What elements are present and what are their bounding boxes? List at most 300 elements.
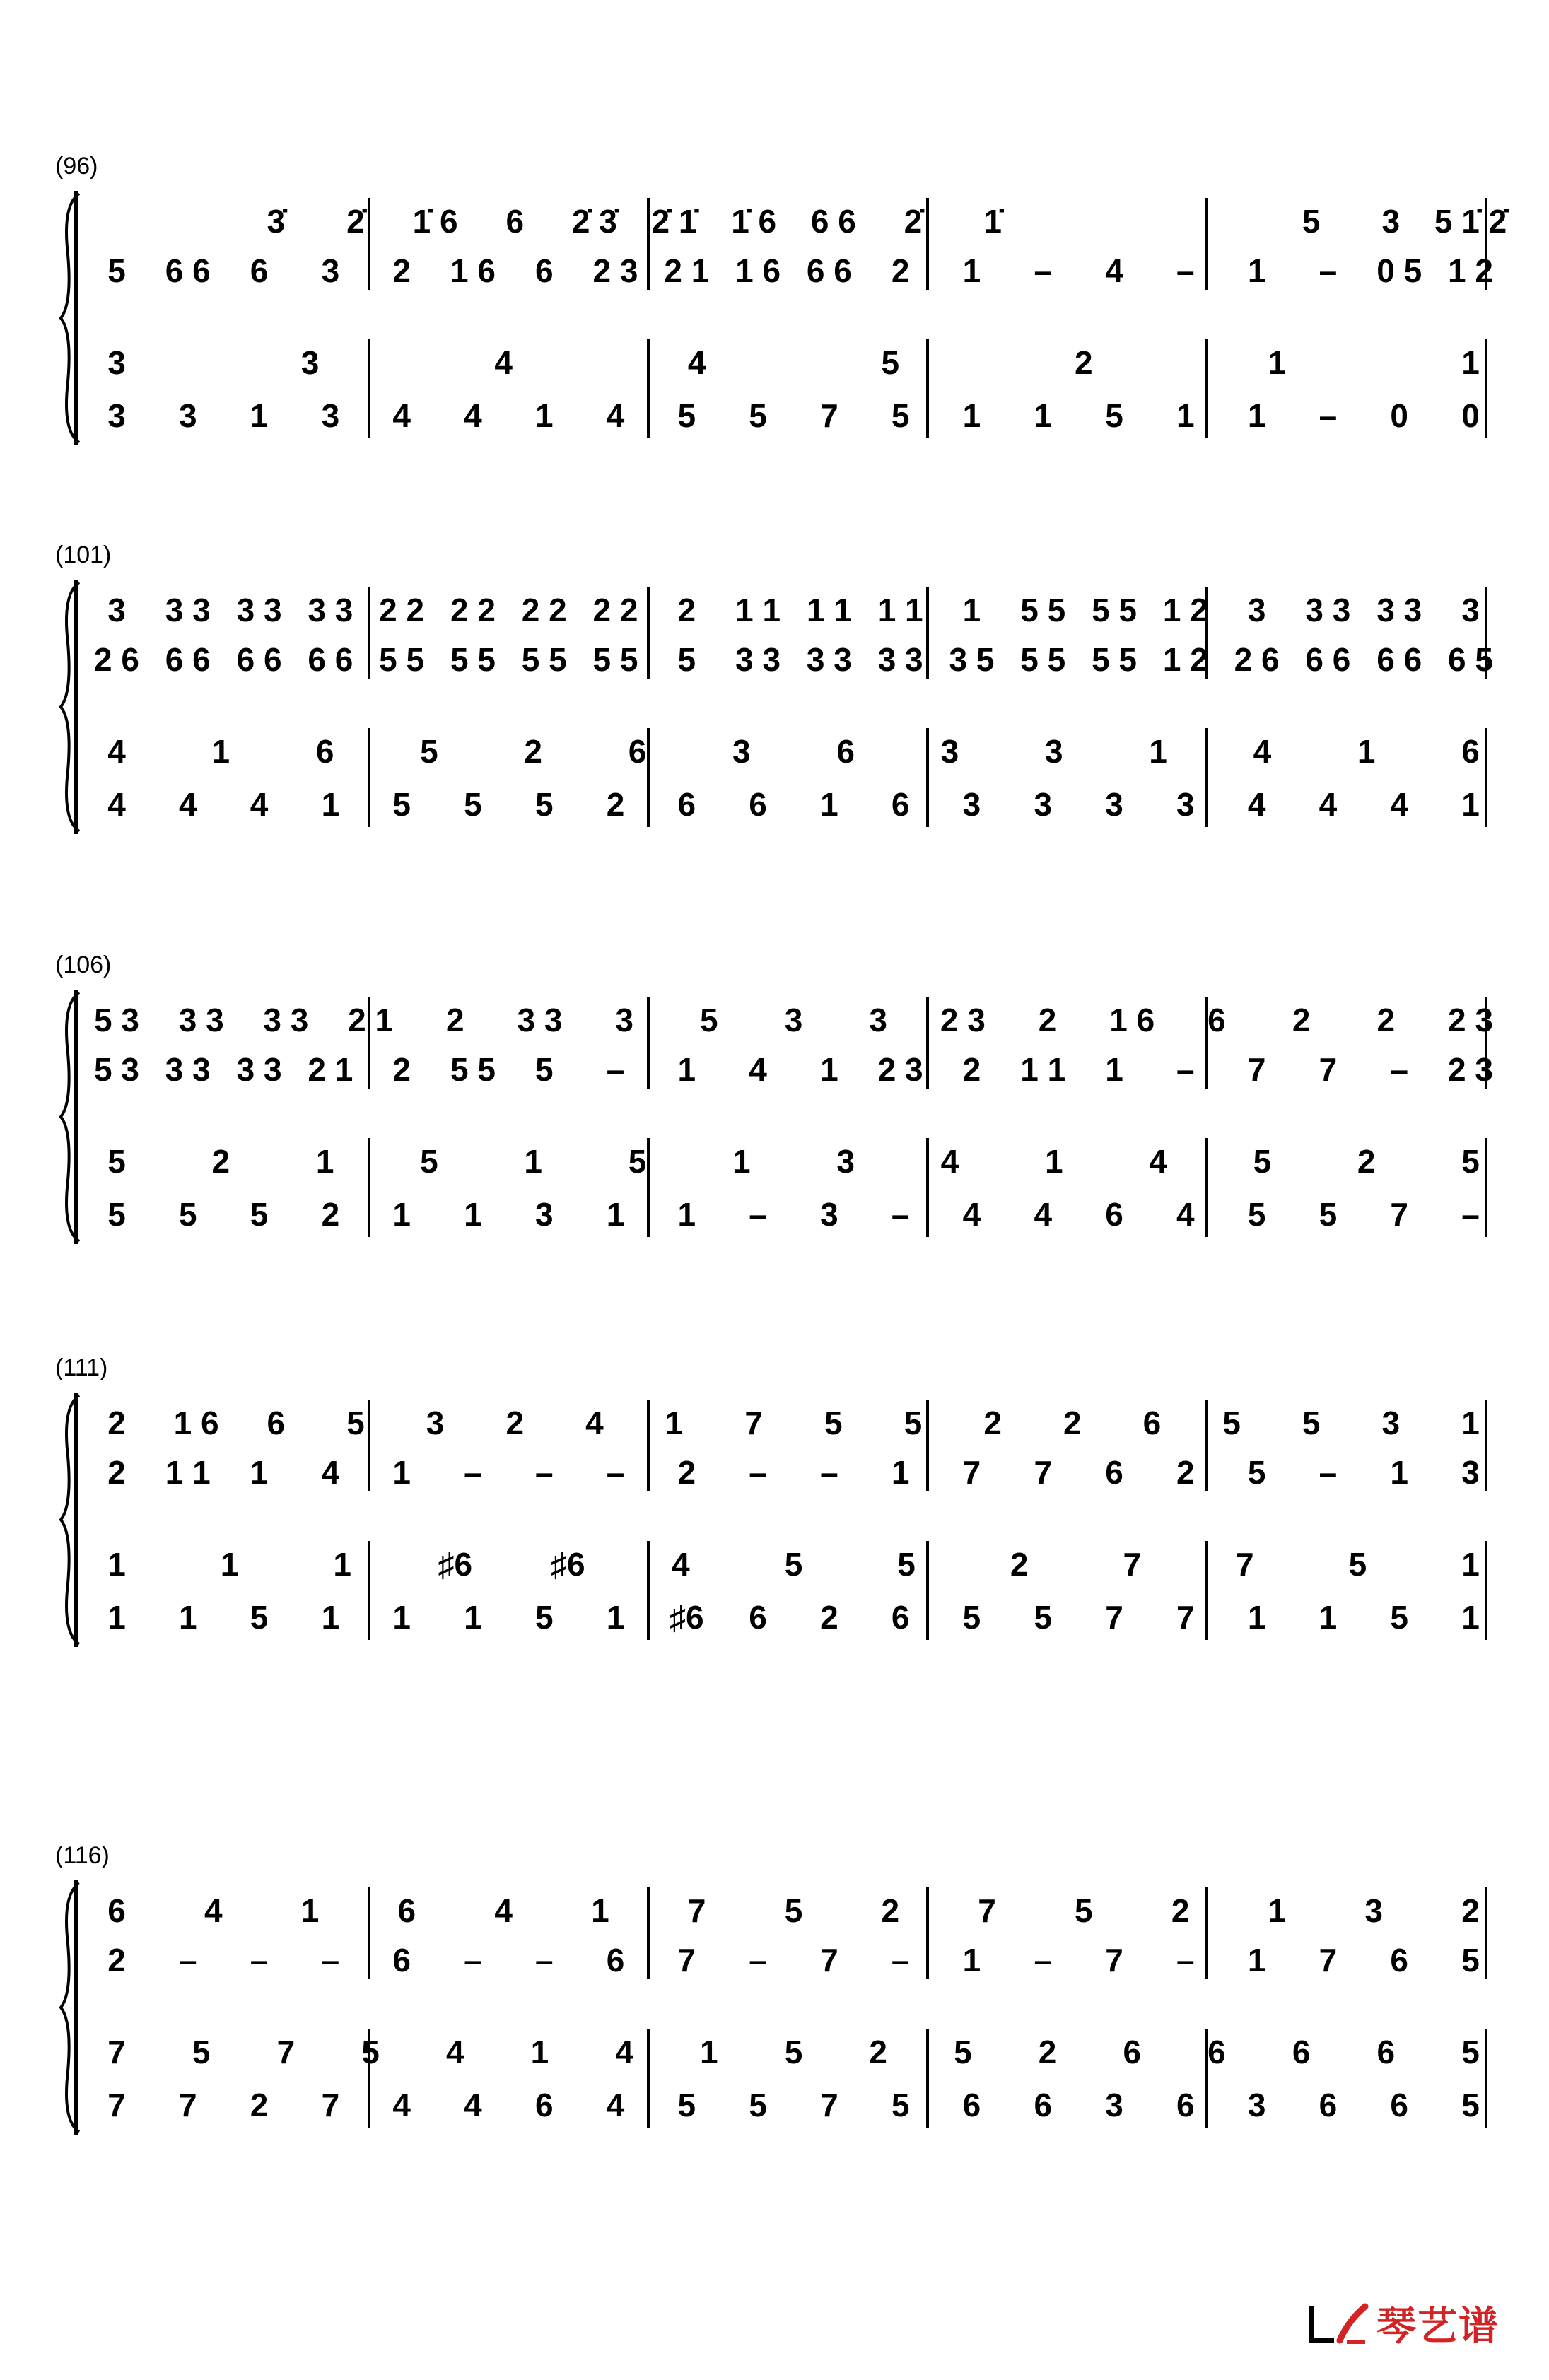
note: 6 bbox=[1390, 2087, 1408, 2123]
note: 7 bbox=[744, 1405, 763, 1441]
note: 4 bbox=[749, 1051, 767, 1088]
note: 5 bbox=[962, 1599, 981, 1636]
note: 6 bbox=[1390, 1942, 1408, 1979]
note: 0 5 bbox=[1376, 252, 1422, 289]
note: 7 bbox=[1390, 1196, 1408, 1233]
note: 2 bbox=[1038, 1002, 1057, 1038]
note: 1 bbox=[1461, 1599, 1480, 1636]
note: 5 bbox=[1302, 1405, 1321, 1441]
note: 6 bbox=[1034, 2087, 1053, 2123]
note: 7 bbox=[1034, 1454, 1053, 1491]
note: 3 bbox=[962, 786, 981, 823]
note: – bbox=[178, 1942, 197, 1979]
note: 2 6 bbox=[94, 641, 139, 678]
note: – bbox=[1461, 1196, 1480, 1233]
note: ♯6 bbox=[438, 1546, 473, 1583]
note: 1 bbox=[250, 397, 269, 434]
note: 1 bbox=[1149, 733, 1167, 770]
note: 4 bbox=[494, 1892, 513, 1929]
note: 4 bbox=[672, 1546, 690, 1583]
note: 3 3 bbox=[877, 641, 923, 678]
note: 3 bbox=[1044, 733, 1063, 770]
note: – bbox=[1319, 1454, 1338, 1491]
note: 1̇ bbox=[983, 203, 1002, 240]
note: 5 bbox=[361, 2034, 380, 2070]
note: 2 bbox=[1461, 1892, 1480, 1929]
lower-barline bbox=[368, 1138, 370, 1237]
upper-barline bbox=[1485, 1400, 1487, 1491]
note: 7 bbox=[820, 2087, 838, 2123]
upper-barline bbox=[1205, 1887, 1208, 1979]
note: – bbox=[464, 1454, 482, 1491]
note: 1 bbox=[250, 1454, 269, 1491]
note: 2 bbox=[392, 252, 411, 289]
note: 3 3 bbox=[517, 1002, 563, 1038]
note: 5 5 bbox=[1092, 641, 1138, 678]
note: 1 bbox=[464, 1196, 482, 1233]
note: 5 bbox=[1247, 1196, 1266, 1233]
lower-barline bbox=[1205, 339, 1208, 438]
note: 2 bbox=[211, 1143, 230, 1180]
note: 5 bbox=[891, 2087, 910, 2123]
note: 5 bbox=[749, 397, 767, 434]
brace-icon bbox=[58, 191, 86, 445]
note: 1 bbox=[1247, 1942, 1266, 1979]
upper-barline bbox=[368, 1400, 370, 1491]
note: 1 bbox=[962, 397, 981, 434]
note: 6 bbox=[749, 1599, 767, 1636]
note: – bbox=[1034, 252, 1053, 289]
note: 2 1 bbox=[664, 252, 710, 289]
note: 3 3 bbox=[735, 641, 781, 678]
upper-barline bbox=[647, 997, 650, 1089]
note: 7 bbox=[107, 2087, 126, 2123]
note: 3 bbox=[107, 592, 126, 628]
note: 3 bbox=[1247, 2087, 1266, 2123]
note: 2 bbox=[392, 1051, 411, 1088]
note: 4 bbox=[464, 2087, 482, 2123]
note: 1 bbox=[1105, 1051, 1123, 1088]
note: 4 bbox=[1390, 786, 1408, 823]
brace-icon bbox=[58, 580, 86, 834]
note: 5 bbox=[420, 1143, 438, 1180]
note: 6 bbox=[315, 733, 334, 770]
note: 5 5 bbox=[1020, 641, 1066, 678]
note: 6 bbox=[1208, 1002, 1226, 1038]
note: 5 1̇ 2̇ bbox=[1434, 203, 1507, 240]
note: 5 bbox=[107, 1143, 126, 1180]
note: 6 bbox=[250, 252, 269, 289]
note: 1̇ 6 bbox=[412, 203, 458, 240]
note: 5 5 bbox=[379, 641, 425, 678]
note: 1 bbox=[107, 1599, 126, 1636]
note: 6 bbox=[1292, 2034, 1311, 2070]
note: 1 bbox=[315, 1143, 334, 1180]
note: 6 bbox=[534, 2087, 554, 2123]
note: 6 bbox=[1105, 1196, 1123, 1233]
note: 4 bbox=[962, 1196, 981, 1233]
note: 3 bbox=[426, 1405, 445, 1441]
note: 7 bbox=[1123, 1546, 1142, 1583]
note: 1 bbox=[962, 1942, 981, 1979]
note: 6 6 bbox=[1376, 641, 1422, 678]
note: 1 bbox=[1390, 1454, 1408, 1491]
note: 1 1 bbox=[877, 592, 923, 628]
note: 2 bbox=[107, 1405, 126, 1441]
note: 3 bbox=[1176, 786, 1195, 823]
note: 0 bbox=[1390, 397, 1408, 434]
note: 2 bbox=[250, 2087, 269, 2123]
note: – bbox=[1319, 397, 1338, 434]
note: 3 3 bbox=[1376, 592, 1422, 628]
note: 1 bbox=[1044, 1143, 1063, 1180]
note: 3 bbox=[1381, 203, 1401, 240]
note: 5 bbox=[784, 1892, 803, 1929]
note: – bbox=[1176, 252, 1195, 289]
note: 3 bbox=[1247, 592, 1266, 628]
note: 3 3 bbox=[308, 592, 353, 628]
note: – bbox=[891, 1942, 910, 1979]
note: 5 bbox=[1461, 2034, 1480, 2070]
lower-barline bbox=[368, 728, 370, 827]
note: 1 bbox=[1176, 397, 1195, 434]
note: 3 bbox=[107, 397, 126, 434]
note: 5 bbox=[749, 2087, 767, 2123]
note: 1 bbox=[665, 1405, 684, 1441]
note: 6 bbox=[1461, 733, 1480, 770]
lower-barline bbox=[647, 2029, 650, 2128]
note: 3 bbox=[1461, 592, 1480, 628]
note: 5 bbox=[192, 2034, 211, 2070]
note: 2 bbox=[869, 2034, 887, 2070]
note: 1 2 bbox=[1162, 641, 1208, 678]
note: 5 bbox=[1253, 1143, 1272, 1180]
note: 2 bbox=[606, 786, 625, 823]
note: 2 bbox=[107, 1454, 126, 1491]
note: 5 bbox=[392, 786, 411, 823]
note: 1 bbox=[178, 1599, 197, 1636]
note: 3 bbox=[732, 733, 751, 770]
note: 6 bbox=[1142, 1405, 1162, 1441]
upper-barline bbox=[1205, 1400, 1208, 1491]
note: 1 1 bbox=[735, 592, 781, 628]
note: 5 bbox=[346, 1405, 365, 1441]
note: 3 bbox=[869, 1002, 887, 1038]
note: 1 bbox=[321, 786, 340, 823]
system-start-line bbox=[74, 1393, 78, 1647]
note: 3 bbox=[321, 397, 340, 434]
note: 6 6 bbox=[308, 641, 353, 678]
note: 4 bbox=[615, 2034, 633, 2070]
note: 3 bbox=[940, 733, 959, 770]
system-start-line bbox=[74, 580, 78, 834]
note: 4 bbox=[1105, 252, 1123, 289]
note: 1 bbox=[1268, 344, 1287, 381]
system-3 bbox=[0, 947, 1549, 1244]
note: – bbox=[1319, 252, 1338, 289]
note: 1 bbox=[1461, 344, 1480, 381]
note: 1 6 bbox=[1109, 1002, 1155, 1038]
note: 3 bbox=[836, 1143, 855, 1180]
note: 2 bbox=[1010, 1546, 1029, 1583]
note: 5 bbox=[677, 397, 696, 434]
note: 1 bbox=[700, 2034, 718, 2070]
note: 2 bbox=[677, 592, 696, 628]
note: 2 1 bbox=[308, 1051, 353, 1088]
note: 7 bbox=[687, 1892, 706, 1929]
note: 4 bbox=[1149, 1143, 1167, 1180]
note: 1 bbox=[321, 1599, 340, 1636]
note: 1 bbox=[107, 1546, 126, 1583]
note: 3̇ bbox=[267, 203, 286, 240]
note: – bbox=[606, 1454, 625, 1491]
note: 4 bbox=[321, 1454, 340, 1491]
upper-barline bbox=[647, 587, 650, 679]
note: 5 bbox=[107, 1196, 126, 1233]
note: 5 3 bbox=[94, 1002, 139, 1038]
note: 6 bbox=[397, 1892, 416, 1929]
note: 5 5 bbox=[1020, 592, 1066, 628]
note: 6 bbox=[891, 786, 910, 823]
note: 5 bbox=[534, 1599, 554, 1636]
note: 4 bbox=[687, 344, 706, 381]
note: 2 bbox=[962, 1051, 981, 1088]
note: 2 2 bbox=[379, 592, 425, 628]
upper-barline bbox=[368, 587, 370, 679]
note: 1 bbox=[333, 1546, 351, 1583]
note: 5 bbox=[881, 344, 900, 381]
note: 1 bbox=[392, 1599, 411, 1636]
note: 6 bbox=[505, 203, 525, 240]
lower-barline bbox=[1205, 1138, 1208, 1237]
note: 7 bbox=[677, 1942, 696, 1979]
note: 1 2 bbox=[1162, 592, 1208, 628]
note: 3 3 bbox=[165, 1051, 211, 1088]
lower-barline bbox=[368, 339, 370, 438]
note: 6 bbox=[1319, 2087, 1338, 2123]
note: 7 bbox=[1105, 1599, 1123, 1636]
note: 3 5 bbox=[949, 641, 995, 678]
note: – bbox=[534, 1454, 554, 1491]
upper-barline bbox=[368, 1887, 370, 1979]
lower-barline bbox=[926, 2029, 929, 2128]
note: 6 6 bbox=[236, 641, 282, 678]
note: 1 bbox=[464, 1599, 482, 1636]
note: 3 3 bbox=[236, 1051, 282, 1088]
note: 3 bbox=[1364, 1892, 1383, 1929]
note: 1 1 bbox=[1020, 1051, 1066, 1088]
note: 1 bbox=[1319, 1599, 1338, 1636]
note: 7 bbox=[1176, 1599, 1195, 1636]
note: 5 bbox=[250, 1196, 269, 1233]
note: 1 6 bbox=[735, 252, 781, 289]
note: 5 5 bbox=[450, 641, 496, 678]
note: 3 bbox=[321, 252, 340, 289]
note: 3 bbox=[784, 1002, 803, 1038]
note: – bbox=[891, 1196, 910, 1233]
upper-barline bbox=[368, 198, 370, 290]
note: – bbox=[1176, 1942, 1195, 1979]
note: 5 bbox=[1247, 1454, 1266, 1491]
lower-barline bbox=[926, 339, 929, 438]
note: 2 3 bbox=[592, 252, 638, 289]
note: 1 bbox=[962, 252, 981, 289]
note: 6 bbox=[1208, 2034, 1226, 2070]
note: 2 bbox=[1376, 1002, 1396, 1038]
note: 6 5 bbox=[1448, 641, 1493, 678]
note: 1 bbox=[211, 733, 230, 770]
note: 2 bbox=[881, 1892, 900, 1929]
note: – bbox=[749, 1454, 767, 1491]
brace-icon bbox=[58, 990, 86, 1244]
note: 5 bbox=[677, 641, 696, 678]
note: 4 bbox=[445, 2034, 464, 2070]
note: 5 bbox=[784, 1546, 803, 1583]
note: 1 1 bbox=[806, 592, 852, 628]
note: 3 3 bbox=[806, 641, 852, 678]
system-5 bbox=[0, 1838, 1549, 2135]
note: 5 bbox=[534, 1051, 554, 1088]
note: 6 bbox=[1176, 2087, 1195, 2123]
measure-number: (96) bbox=[55, 153, 98, 180]
upper-barline bbox=[926, 1887, 929, 1979]
note: 5 5 bbox=[592, 641, 638, 678]
note: 4 bbox=[107, 733, 126, 770]
note: 6 6 bbox=[806, 252, 852, 289]
note: 1 bbox=[1268, 1892, 1287, 1929]
note: 6 bbox=[534, 252, 554, 289]
note: 6 6 bbox=[1305, 641, 1351, 678]
logo-text: 琴艺谱 bbox=[1376, 2304, 1500, 2350]
note: 6 bbox=[962, 2087, 981, 2123]
note: 4 bbox=[1319, 786, 1338, 823]
note: 5 bbox=[677, 2087, 696, 2123]
note: 4 bbox=[464, 397, 482, 434]
note: 3 bbox=[615, 1002, 633, 1038]
note: 2 bbox=[321, 1196, 340, 1233]
lower-barline bbox=[926, 1541, 929, 1640]
note: 4 bbox=[1253, 733, 1272, 770]
upper-barline bbox=[647, 1887, 650, 1979]
note: 1 bbox=[891, 1454, 910, 1491]
note: 4 bbox=[204, 1892, 223, 1929]
note: 4 bbox=[606, 2087, 625, 2123]
note: 1 bbox=[1461, 786, 1480, 823]
note: 2 bbox=[820, 1599, 838, 1636]
measure-number: (116) bbox=[55, 1842, 110, 1869]
system-start-line bbox=[74, 1880, 78, 2135]
note: 6 bbox=[836, 733, 855, 770]
note: 5 5 bbox=[450, 1051, 496, 1088]
note: 5 bbox=[534, 786, 554, 823]
note: 1 bbox=[606, 1196, 625, 1233]
note: – bbox=[534, 1942, 554, 1979]
note: – bbox=[1176, 1051, 1195, 1088]
upper-barline bbox=[926, 997, 929, 1089]
system-start-line bbox=[74, 191, 78, 445]
note: 2̇ 1̇ bbox=[651, 203, 697, 240]
upper-barline bbox=[647, 1400, 650, 1491]
note: – bbox=[1034, 1942, 1053, 1979]
upper-barline bbox=[1205, 198, 1208, 290]
note: – bbox=[250, 1942, 269, 1979]
note: 2 6 bbox=[1234, 641, 1280, 678]
note: 3 bbox=[300, 344, 320, 381]
system-4 bbox=[0, 1350, 1549, 1647]
note: 4 bbox=[1034, 1196, 1053, 1233]
note: 4 bbox=[494, 344, 513, 381]
note: 1 bbox=[1247, 1599, 1266, 1636]
note: 6 6 bbox=[165, 252, 211, 289]
note: 2 bbox=[1038, 2034, 1057, 2070]
measure-number: (101) bbox=[55, 541, 112, 568]
site-logo bbox=[1306, 2295, 1500, 2352]
lower-barline bbox=[368, 1541, 370, 1640]
note: 6 bbox=[606, 1942, 625, 1979]
note: 0 bbox=[1461, 397, 1480, 434]
lower-barline bbox=[647, 728, 650, 827]
note: 6 bbox=[749, 786, 767, 823]
note: 1 bbox=[1034, 397, 1053, 434]
note: 5 bbox=[107, 252, 126, 289]
note: 7 bbox=[1236, 1546, 1254, 1583]
lower-barline bbox=[1485, 728, 1487, 827]
note: 2 2 bbox=[521, 592, 567, 628]
note: 1 bbox=[962, 592, 981, 628]
note: 2̇ bbox=[346, 203, 365, 240]
note: 4 bbox=[1247, 786, 1266, 823]
note: 2 bbox=[1176, 1454, 1195, 1491]
note: 4 bbox=[107, 786, 126, 823]
lower-barline bbox=[1485, 1541, 1487, 1640]
brace-icon bbox=[58, 1393, 86, 1647]
lower-barline bbox=[1485, 339, 1487, 438]
note: 2 3 bbox=[1448, 1002, 1493, 1038]
note: 2 bbox=[1292, 1002, 1311, 1038]
note: 4 bbox=[178, 786, 197, 823]
note: 3 bbox=[1105, 2087, 1123, 2123]
note: 5 bbox=[784, 2034, 803, 2070]
note: 4 bbox=[1176, 1196, 1195, 1233]
note: 2 bbox=[445, 1002, 464, 1038]
note: 5 bbox=[1222, 1405, 1241, 1441]
note: 6 bbox=[891, 1599, 910, 1636]
note: 7 bbox=[820, 397, 838, 434]
note: 5 5 bbox=[521, 641, 567, 678]
note: 5 5 bbox=[1092, 592, 1138, 628]
lower-barline bbox=[1485, 1138, 1487, 1237]
note: 2 bbox=[677, 1454, 696, 1491]
lower-barline bbox=[926, 1138, 929, 1237]
note: 6 bbox=[107, 1892, 126, 1929]
note: 7 bbox=[820, 1942, 838, 1979]
note: 2 bbox=[1357, 1143, 1376, 1180]
system-start-line bbox=[74, 990, 78, 1244]
note: 2 bbox=[891, 252, 910, 289]
note: 6 bbox=[628, 733, 647, 770]
note: 5 bbox=[1105, 397, 1123, 434]
system-2 bbox=[0, 537, 1549, 834]
note: 2̇ 3̇ bbox=[571, 203, 617, 240]
note: 5 bbox=[464, 786, 482, 823]
note: 4 bbox=[940, 1143, 959, 1180]
note: 2 3 bbox=[877, 1051, 923, 1088]
note: 7 bbox=[178, 2087, 197, 2123]
note: 4 bbox=[392, 2087, 411, 2123]
note: 5 bbox=[1461, 2087, 1480, 2123]
note: 5 3 bbox=[94, 1051, 139, 1088]
note: – bbox=[749, 1942, 767, 1979]
